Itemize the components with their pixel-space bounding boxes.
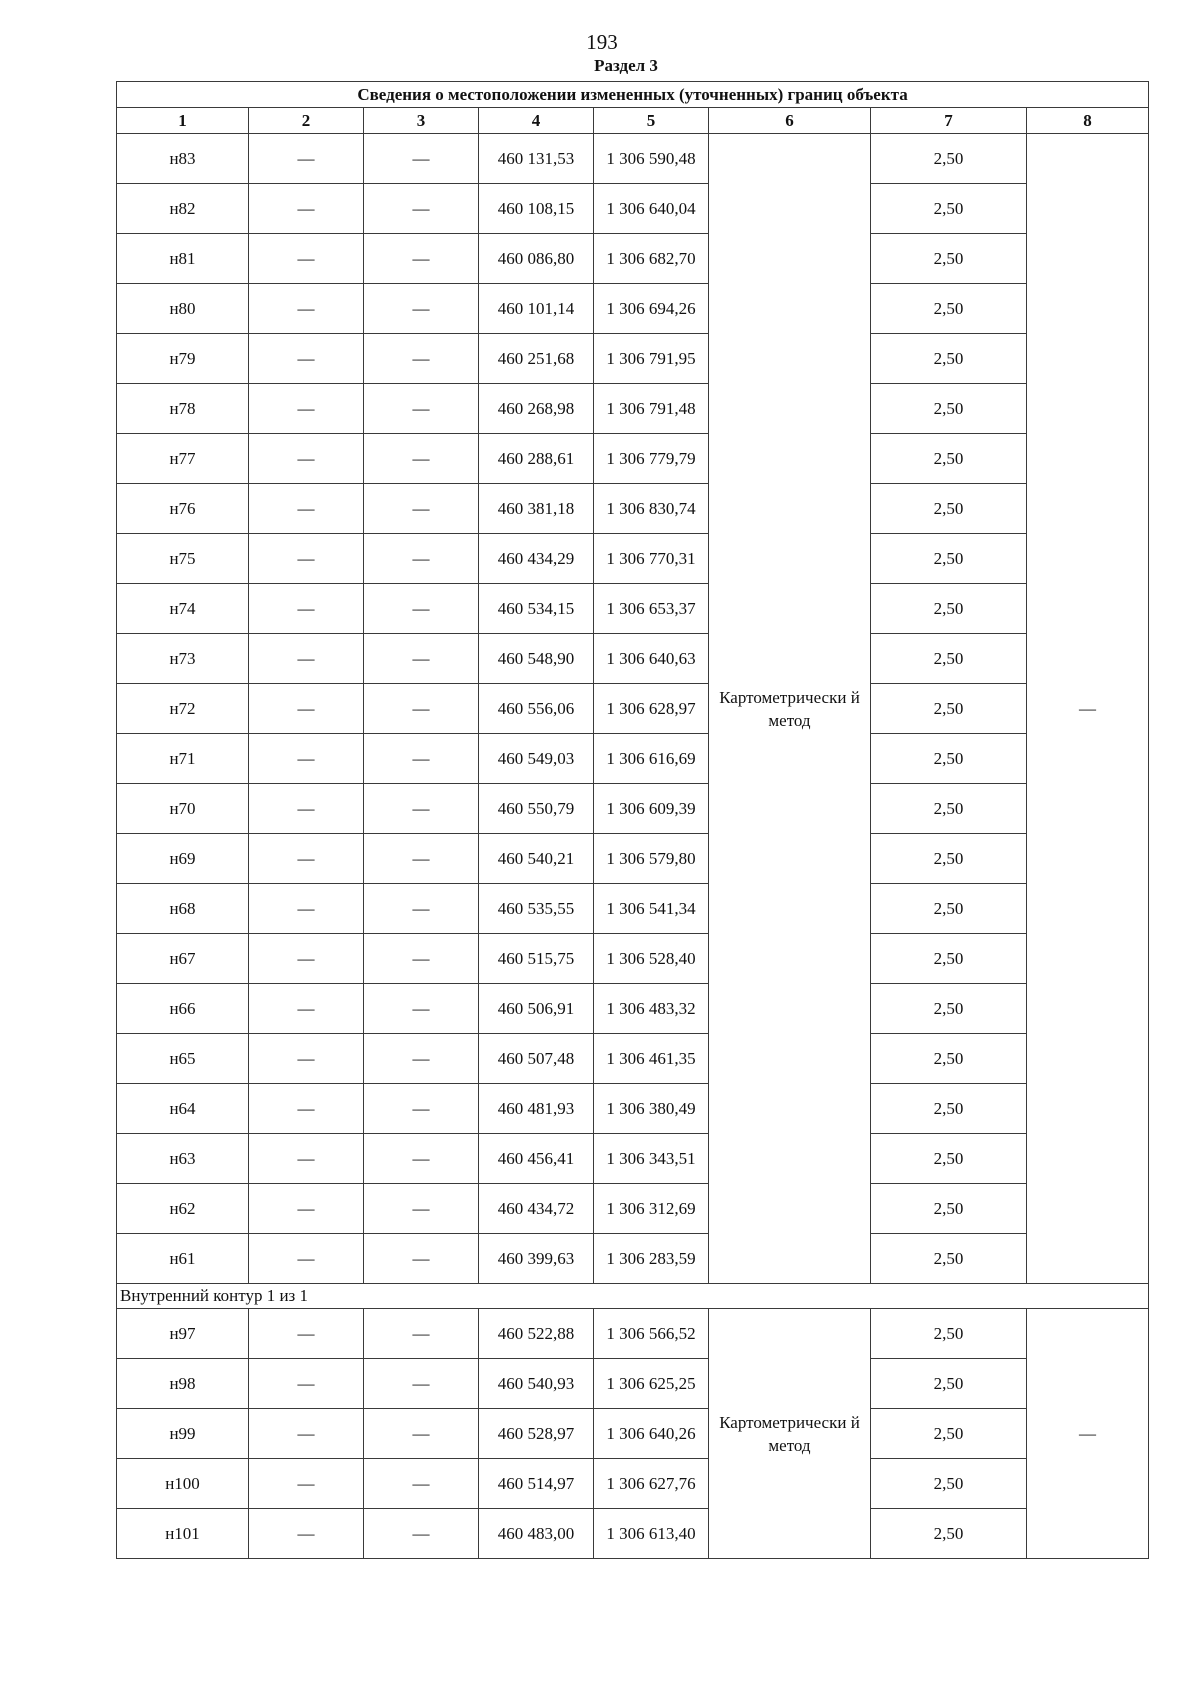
- col8-cell: —: [1027, 134, 1149, 1284]
- col2-cell: —: [249, 484, 364, 534]
- y-coordinate-cell: 1 306 616,69: [594, 734, 709, 784]
- y-coordinate-cell: 1 306 579,80: [594, 834, 709, 884]
- column-header: 8: [1027, 108, 1149, 134]
- col3-cell: —: [364, 1509, 479, 1559]
- col2-cell: —: [249, 1359, 364, 1409]
- table-row: [117, 334, 1149, 384]
- col3-cell: —: [364, 334, 479, 384]
- point-name-cell: н62: [117, 1184, 249, 1234]
- col3-cell: —: [364, 234, 479, 284]
- col3-cell: —: [364, 634, 479, 684]
- point-name-cell: н97: [117, 1309, 249, 1359]
- x-coordinate-cell: 460 101,14: [479, 284, 594, 334]
- col2-cell: —: [249, 1459, 364, 1509]
- x-coordinate-cell: 460 534,15: [479, 584, 594, 634]
- table-row: [117, 534, 1149, 584]
- col2-cell: —: [249, 684, 364, 734]
- col3-cell: —: [364, 884, 479, 934]
- table-row: [117, 934, 1149, 984]
- table-row: [117, 284, 1149, 334]
- accuracy-cell: 2,50: [871, 384, 1027, 434]
- col2-cell: —: [249, 234, 364, 284]
- y-coordinate-cell: 1 306 283,59: [594, 1234, 709, 1284]
- col3-cell: —: [364, 1309, 479, 1359]
- col2-cell: —: [249, 1034, 364, 1084]
- x-coordinate-cell: 460 481,93: [479, 1084, 594, 1134]
- x-coordinate-cell: 460 514,97: [479, 1459, 594, 1509]
- accuracy-cell: 2,50: [871, 734, 1027, 784]
- accuracy-cell: 2,50: [871, 1359, 1027, 1409]
- accuracy-cell: 2,50: [871, 484, 1027, 534]
- accuracy-cell: 2,50: [871, 884, 1027, 934]
- y-coordinate-cell: 1 306 791,48: [594, 384, 709, 434]
- method-cell: Картометрически й метод: [709, 1309, 871, 1559]
- x-coordinate-cell: 460 550,79: [479, 784, 594, 834]
- accuracy-cell: 2,50: [871, 334, 1027, 384]
- col2-cell: —: [249, 134, 364, 184]
- point-name-cell: н80: [117, 284, 249, 334]
- point-name-cell: н65: [117, 1034, 249, 1084]
- contour-label: Внутренний контур 1 из 1: [117, 1284, 1149, 1309]
- point-name-cell: н72: [117, 684, 249, 734]
- point-name-cell: н83: [117, 134, 249, 184]
- table-row: [117, 234, 1149, 284]
- x-coordinate-cell: 460 535,55: [479, 884, 594, 934]
- col2-cell: —: [249, 734, 364, 784]
- point-name-cell: н75: [117, 534, 249, 584]
- table-row: [117, 684, 1149, 734]
- x-coordinate-cell: 460 086,80: [479, 234, 594, 284]
- x-coordinate-cell: 460 108,15: [479, 184, 594, 234]
- col2-cell: —: [249, 534, 364, 584]
- table-row: [117, 784, 1149, 834]
- column-header: 2: [249, 108, 364, 134]
- col2-cell: —: [249, 1234, 364, 1284]
- table-row: [117, 834, 1149, 884]
- y-coordinate-cell: 1 306 590,48: [594, 134, 709, 184]
- y-coordinate-cell: 1 306 640,26: [594, 1409, 709, 1459]
- accuracy-cell: 2,50: [871, 184, 1027, 234]
- accuracy-cell: 2,50: [871, 1084, 1027, 1134]
- col3-cell: —: [364, 1359, 479, 1409]
- y-coordinate-cell: 1 306 312,69: [594, 1184, 709, 1234]
- x-coordinate-cell: 460 434,72: [479, 1184, 594, 1234]
- y-coordinate-cell: 1 306 483,32: [594, 984, 709, 1034]
- col2-cell: —: [249, 1134, 364, 1184]
- col2-cell: —: [249, 634, 364, 684]
- col2-cell: —: [249, 284, 364, 334]
- col3-cell: —: [364, 1184, 479, 1234]
- y-coordinate-cell: 1 306 625,25: [594, 1359, 709, 1409]
- y-coordinate-cell: 1 306 628,97: [594, 684, 709, 734]
- point-name-cell: н71: [117, 734, 249, 784]
- page-number: 193: [586, 30, 618, 54]
- table-row: [117, 1309, 1149, 1359]
- point-name-cell: н101: [117, 1509, 249, 1559]
- point-name-cell: н61: [117, 1234, 249, 1284]
- x-coordinate-cell: 460 540,21: [479, 834, 594, 884]
- col3-cell: —: [364, 534, 479, 584]
- col3-cell: —: [364, 584, 479, 634]
- col3-cell: —: [364, 134, 479, 184]
- x-coordinate-cell: 460 549,03: [479, 734, 594, 784]
- accuracy-cell: 2,50: [871, 1459, 1027, 1509]
- point-name-cell: н76: [117, 484, 249, 534]
- point-name-cell: н63: [117, 1134, 249, 1184]
- y-coordinate-cell: 1 306 653,37: [594, 584, 709, 634]
- accuracy-cell: 2,50: [871, 134, 1027, 184]
- table-row: [117, 1234, 1149, 1284]
- col3-cell: —: [364, 184, 479, 234]
- point-name-cell: н73: [117, 634, 249, 684]
- method-cell: Картометрически й метод: [709, 134, 871, 1284]
- table-row: [117, 884, 1149, 934]
- table-row: [117, 1184, 1149, 1234]
- col3-cell: —: [364, 1234, 479, 1284]
- accuracy-cell: 2,50: [871, 1184, 1027, 1234]
- col2-cell: —: [249, 1084, 364, 1134]
- table-row: [117, 1509, 1149, 1559]
- col3-cell: —: [364, 784, 479, 834]
- point-name-cell: н82: [117, 184, 249, 234]
- accuracy-cell: 2,50: [871, 1309, 1027, 1359]
- table-row: [117, 734, 1149, 784]
- col2-cell: —: [249, 1184, 364, 1234]
- table-row: [117, 184, 1149, 234]
- col3-cell: —: [364, 734, 479, 784]
- table-row: [117, 1359, 1149, 1409]
- x-coordinate-cell: 460 540,93: [479, 1359, 594, 1409]
- col2-cell: —: [249, 1509, 364, 1559]
- point-name-cell: н98: [117, 1359, 249, 1409]
- accuracy-cell: 2,50: [871, 1234, 1027, 1284]
- col2-cell: —: [249, 584, 364, 634]
- y-coordinate-cell: 1 306 682,70: [594, 234, 709, 284]
- point-name-cell: н67: [117, 934, 249, 984]
- point-name-cell: н77: [117, 434, 249, 484]
- y-coordinate-cell: 1 306 343,51: [594, 1134, 709, 1184]
- x-coordinate-cell: 460 548,90: [479, 634, 594, 684]
- accuracy-cell: 2,50: [871, 1409, 1027, 1459]
- x-coordinate-cell: 460 483,00: [479, 1509, 594, 1559]
- x-coordinate-cell: 460 522,88: [479, 1309, 594, 1359]
- col8-cell: —: [1027, 1309, 1149, 1559]
- accuracy-cell: 2,50: [871, 584, 1027, 634]
- col2-cell: —: [249, 1309, 364, 1359]
- contour-label-row: [117, 1284, 1149, 1309]
- column-header: 3: [364, 108, 479, 134]
- y-coordinate-cell: 1 306 461,35: [594, 1034, 709, 1084]
- table-row: [117, 484, 1149, 534]
- x-coordinate-cell: 460 506,91: [479, 984, 594, 1034]
- col3-cell: —: [364, 934, 479, 984]
- accuracy-cell: 2,50: [871, 284, 1027, 334]
- col2-cell: —: [249, 384, 364, 434]
- col3-cell: —: [364, 1084, 479, 1134]
- table-row: [117, 434, 1149, 484]
- y-coordinate-cell: 1 306 627,76: [594, 1459, 709, 1509]
- x-coordinate-cell: 460 556,06: [479, 684, 594, 734]
- col2-cell: —: [249, 184, 364, 234]
- x-coordinate-cell: 460 268,98: [479, 384, 594, 434]
- y-coordinate-cell: 1 306 528,40: [594, 934, 709, 984]
- table-row: [117, 134, 1149, 184]
- point-name-cell: н69: [117, 834, 249, 884]
- col3-cell: —: [364, 1134, 479, 1184]
- point-name-cell: н74: [117, 584, 249, 634]
- column-header: 7: [871, 108, 1027, 134]
- accuracy-cell: 2,50: [871, 1034, 1027, 1084]
- y-coordinate-cell: 1 306 541,34: [594, 884, 709, 934]
- x-coordinate-cell: 460 251,68: [479, 334, 594, 384]
- y-coordinate-cell: 1 306 779,79: [594, 434, 709, 484]
- accuracy-cell: 2,50: [871, 634, 1027, 684]
- accuracy-cell: 2,50: [871, 934, 1027, 984]
- x-coordinate-cell: 460 515,75: [479, 934, 594, 984]
- col2-cell: —: [249, 934, 364, 984]
- x-coordinate-cell: 460 528,97: [479, 1409, 594, 1459]
- col2-cell: —: [249, 334, 364, 384]
- column-header: 6: [709, 108, 871, 134]
- column-header: 1: [117, 108, 249, 134]
- table-row: [117, 1084, 1149, 1134]
- table-row: [117, 1134, 1149, 1184]
- x-coordinate-cell: 460 456,41: [479, 1134, 594, 1184]
- accuracy-cell: 2,50: [871, 784, 1027, 834]
- col3-cell: —: [364, 984, 479, 1034]
- x-coordinate-cell: 460 399,63: [479, 1234, 594, 1284]
- col3-cell: —: [364, 1034, 479, 1084]
- y-coordinate-cell: 1 306 640,63: [594, 634, 709, 684]
- accuracy-cell: 2,50: [871, 1509, 1027, 1559]
- column-header: 5: [594, 108, 709, 134]
- y-coordinate-cell: 1 306 380,49: [594, 1084, 709, 1134]
- point-name-cell: н70: [117, 784, 249, 834]
- x-coordinate-cell: 460 131,53: [479, 134, 594, 184]
- column-header: 4: [479, 108, 594, 134]
- y-coordinate-cell: 1 306 566,52: [594, 1309, 709, 1359]
- table-row: [117, 1459, 1149, 1509]
- y-coordinate-cell: 1 306 791,95: [594, 334, 709, 384]
- col3-cell: —: [364, 484, 479, 534]
- accuracy-cell: 2,50: [871, 834, 1027, 884]
- point-name-cell: н79: [117, 334, 249, 384]
- table-row: [117, 1409, 1149, 1459]
- table-row: [117, 384, 1149, 434]
- y-coordinate-cell: 1 306 830,74: [594, 484, 709, 534]
- y-coordinate-cell: 1 306 609,39: [594, 784, 709, 834]
- y-coordinate-cell: 1 306 694,26: [594, 284, 709, 334]
- y-coordinate-cell: 1 306 640,04: [594, 184, 709, 234]
- section-title: Раздел 3: [594, 56, 658, 75]
- coordinates-table: [116, 81, 1149, 1559]
- col2-cell: —: [249, 884, 364, 934]
- accuracy-cell: 2,50: [871, 984, 1027, 1034]
- col3-cell: —: [364, 384, 479, 434]
- accuracy-cell: 2,50: [871, 1134, 1027, 1184]
- point-name-cell: н66: [117, 984, 249, 1034]
- col3-cell: —: [364, 684, 479, 734]
- col2-cell: —: [249, 1409, 364, 1459]
- accuracy-cell: 2,50: [871, 684, 1027, 734]
- col3-cell: —: [364, 1409, 479, 1459]
- table-row: [117, 1034, 1149, 1084]
- x-coordinate-cell: 460 507,48: [479, 1034, 594, 1084]
- table-title: Сведения о местоположении измененных (уточненных) границ объекта: [117, 82, 1149, 108]
- point-name-cell: н100: [117, 1459, 249, 1509]
- col2-cell: —: [249, 984, 364, 1034]
- y-coordinate-cell: 1 306 770,31: [594, 534, 709, 584]
- col2-cell: —: [249, 834, 364, 884]
- point-name-cell: н78: [117, 384, 249, 434]
- table-row: [117, 584, 1149, 634]
- point-name-cell: н68: [117, 884, 249, 934]
- col3-cell: —: [364, 834, 479, 884]
- x-coordinate-cell: 460 381,18: [479, 484, 594, 534]
- accuracy-cell: 2,50: [871, 434, 1027, 484]
- x-coordinate-cell: 460 434,29: [479, 534, 594, 584]
- col3-cell: —: [364, 284, 479, 334]
- point-name-cell: н64: [117, 1084, 249, 1134]
- col2-cell: —: [249, 784, 364, 834]
- col2-cell: —: [249, 434, 364, 484]
- table-row: [117, 984, 1149, 1034]
- col3-cell: —: [364, 434, 479, 484]
- accuracy-cell: 2,50: [871, 534, 1027, 584]
- point-name-cell: н99: [117, 1409, 249, 1459]
- accuracy-cell: 2,50: [871, 234, 1027, 284]
- col3-cell: —: [364, 1459, 479, 1509]
- table-row: [117, 634, 1149, 684]
- point-name-cell: н81: [117, 234, 249, 284]
- y-coordinate-cell: 1 306 613,40: [594, 1509, 709, 1559]
- x-coordinate-cell: 460 288,61: [479, 434, 594, 484]
